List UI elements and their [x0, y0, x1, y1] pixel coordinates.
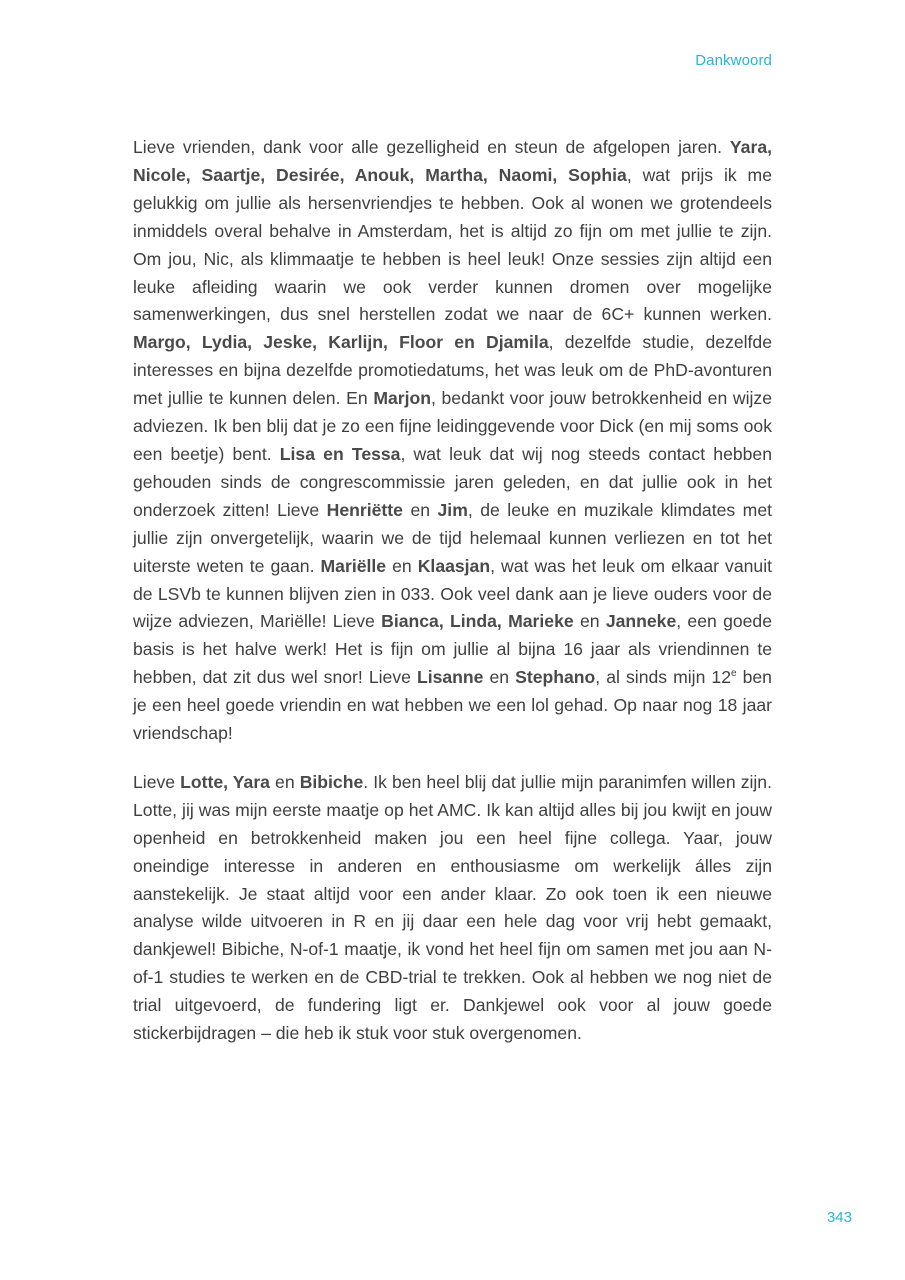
- text-body: [133, 134, 772, 1048]
- bold-names: Jim: [437, 499, 468, 520]
- paragraph-paranymphs: [133, 769, 772, 1048]
- bold-names: Yara, Nicole, Saartje, Desirée, Anouk, Martha, Naomi, Sophia: [133, 137, 772, 185]
- text-run: Lieve: [133, 771, 181, 792]
- running-header-title: Dankwoord: [695, 52, 772, 69]
- bold-names: Stephano: [515, 667, 596, 688]
- text-run: en: [402, 499, 438, 520]
- text-run: en: [386, 555, 418, 576]
- text-run: , dezelfde studie, dezelfde interesses en bijna dezelfde promotiedatums, het was leuk om de PhD-avonturen met jullie te kunnen delen. En: [133, 332, 772, 409]
- bold-names: Lotte, Yara: [180, 771, 270, 792]
- text-run: , de leuke en muzikale klimdates met jullie zijn onvergetelijk, waarin we de tijd helemaal kunnen verliezen en tot het uiterste weten te gaan.: [133, 499, 772, 576]
- bold-names: Janneke: [605, 611, 677, 632]
- text-run: . Ik ben heel blij dat jullie mijn paranimfen willen zijn. Lotte, jij was mijn eerste maatje op het AMC. Ik kan altijd alles bij jou kwijt en jouw openheid en betrokkenheid maken jou een heel fijne collega. Yaar, jouw oneindige interesse in anderen en enthousiasme om werkelijk álles zijn aanstekelijk. Je staat altijd voor een ander klaar. Zo ook toen ik een nieuwe analyse wilde uitvoeren in R en jij daar een hele dag voor vrij hebt gemaakt, dankjewel! Bibiche, N-of-1 maatje, ik vond het heel fijn om samen met jou aan N-of-1 studies te werken en de CBD-trial te trekken. Ook al hebben we nog niet de trial uitgevoerd, de fundering ligt er. Dankjewel ook voor al jouw goede stickerbijdragen – die heb ik stuk voor stuk overgenomen.: [133, 771, 772, 1044]
- bold-names: Marjon: [373, 388, 431, 409]
- ordinal-superscript: e: [731, 668, 737, 680]
- bold-names: Klaasjan: [417, 555, 491, 576]
- bold-names: Lisanne: [416, 667, 484, 688]
- text-run: Lieve vrienden, dank voor alle gezelligheid en steun de afgelopen jaren.: [133, 137, 730, 157]
- text-run: , wat leuk dat wij nog steeds contact hebben gehouden sinds de congrescommissie jaren geleden, en dat jullie ook in het onderzoek zitten! Lieve: [133, 443, 772, 520]
- text-run: en: [483, 667, 516, 688]
- text-run: en: [573, 611, 606, 632]
- text-run: , al sinds mijn 12: [595, 667, 731, 688]
- text-run: ben je een heel goede vriendin en wat hebben we een lol gehad. Op naar nog 18 jaar vriendschap!: [133, 667, 772, 744]
- text-run: , bedankt voor jouw betrokkenheid en wijze adviezen. Ik ben blij dat je zo een fijne leidinggevende voor Dick (en mij soms ook een beetje) bent.: [133, 388, 773, 464]
- bold-names: Bibiche: [299, 771, 364, 792]
- bold-names: Bianca, Linda, Marieke: [381, 611, 574, 632]
- bold-names: Henriëtte: [326, 499, 403, 520]
- bold-names: Margo, Lydia, Jeske, Karlijn, Floor en Djamila: [133, 332, 549, 353]
- text-run: en: [269, 771, 300, 792]
- bold-names: Mariëlle: [320, 555, 387, 576]
- paragraph-friends: [133, 134, 772, 748]
- text-run: , wat prijs ik me gelukkig om jullie als hersenvriendjes te hebben. Ook al wonen we grotendeels inmiddels overal behalve in Amsterdam, het is altijd zo fijn om met jullie te zijn. Om jou, Nic, als klimmaatje te hebben is heel leuk! Onze sessies zijn altijd een leuke afleiding waarin we ook verder kunnen dromen over mogelijke samenwerkingen, dus snel herstellen zodat we naar de 6C+ kunnen werken.: [133, 164, 772, 325]
- text-run: , een goede basis is het halve werk! Het is fijn om jullie al bijna 16 jaar als vriendinnen te hebben, dat zit dus wel snor! Lieve: [133, 611, 772, 688]
- page-number: 343: [826, 1209, 852, 1226]
- bold-names: Lisa en Tessa: [279, 443, 401, 464]
- text-run: , wat was het leuk om elkaar vanuit de LSVb te kunnen blijven zien in 033. Ook veel dank aan je lieve ouders voor de wijze adviezen, Mariëlle! Lieve: [133, 555, 772, 632]
